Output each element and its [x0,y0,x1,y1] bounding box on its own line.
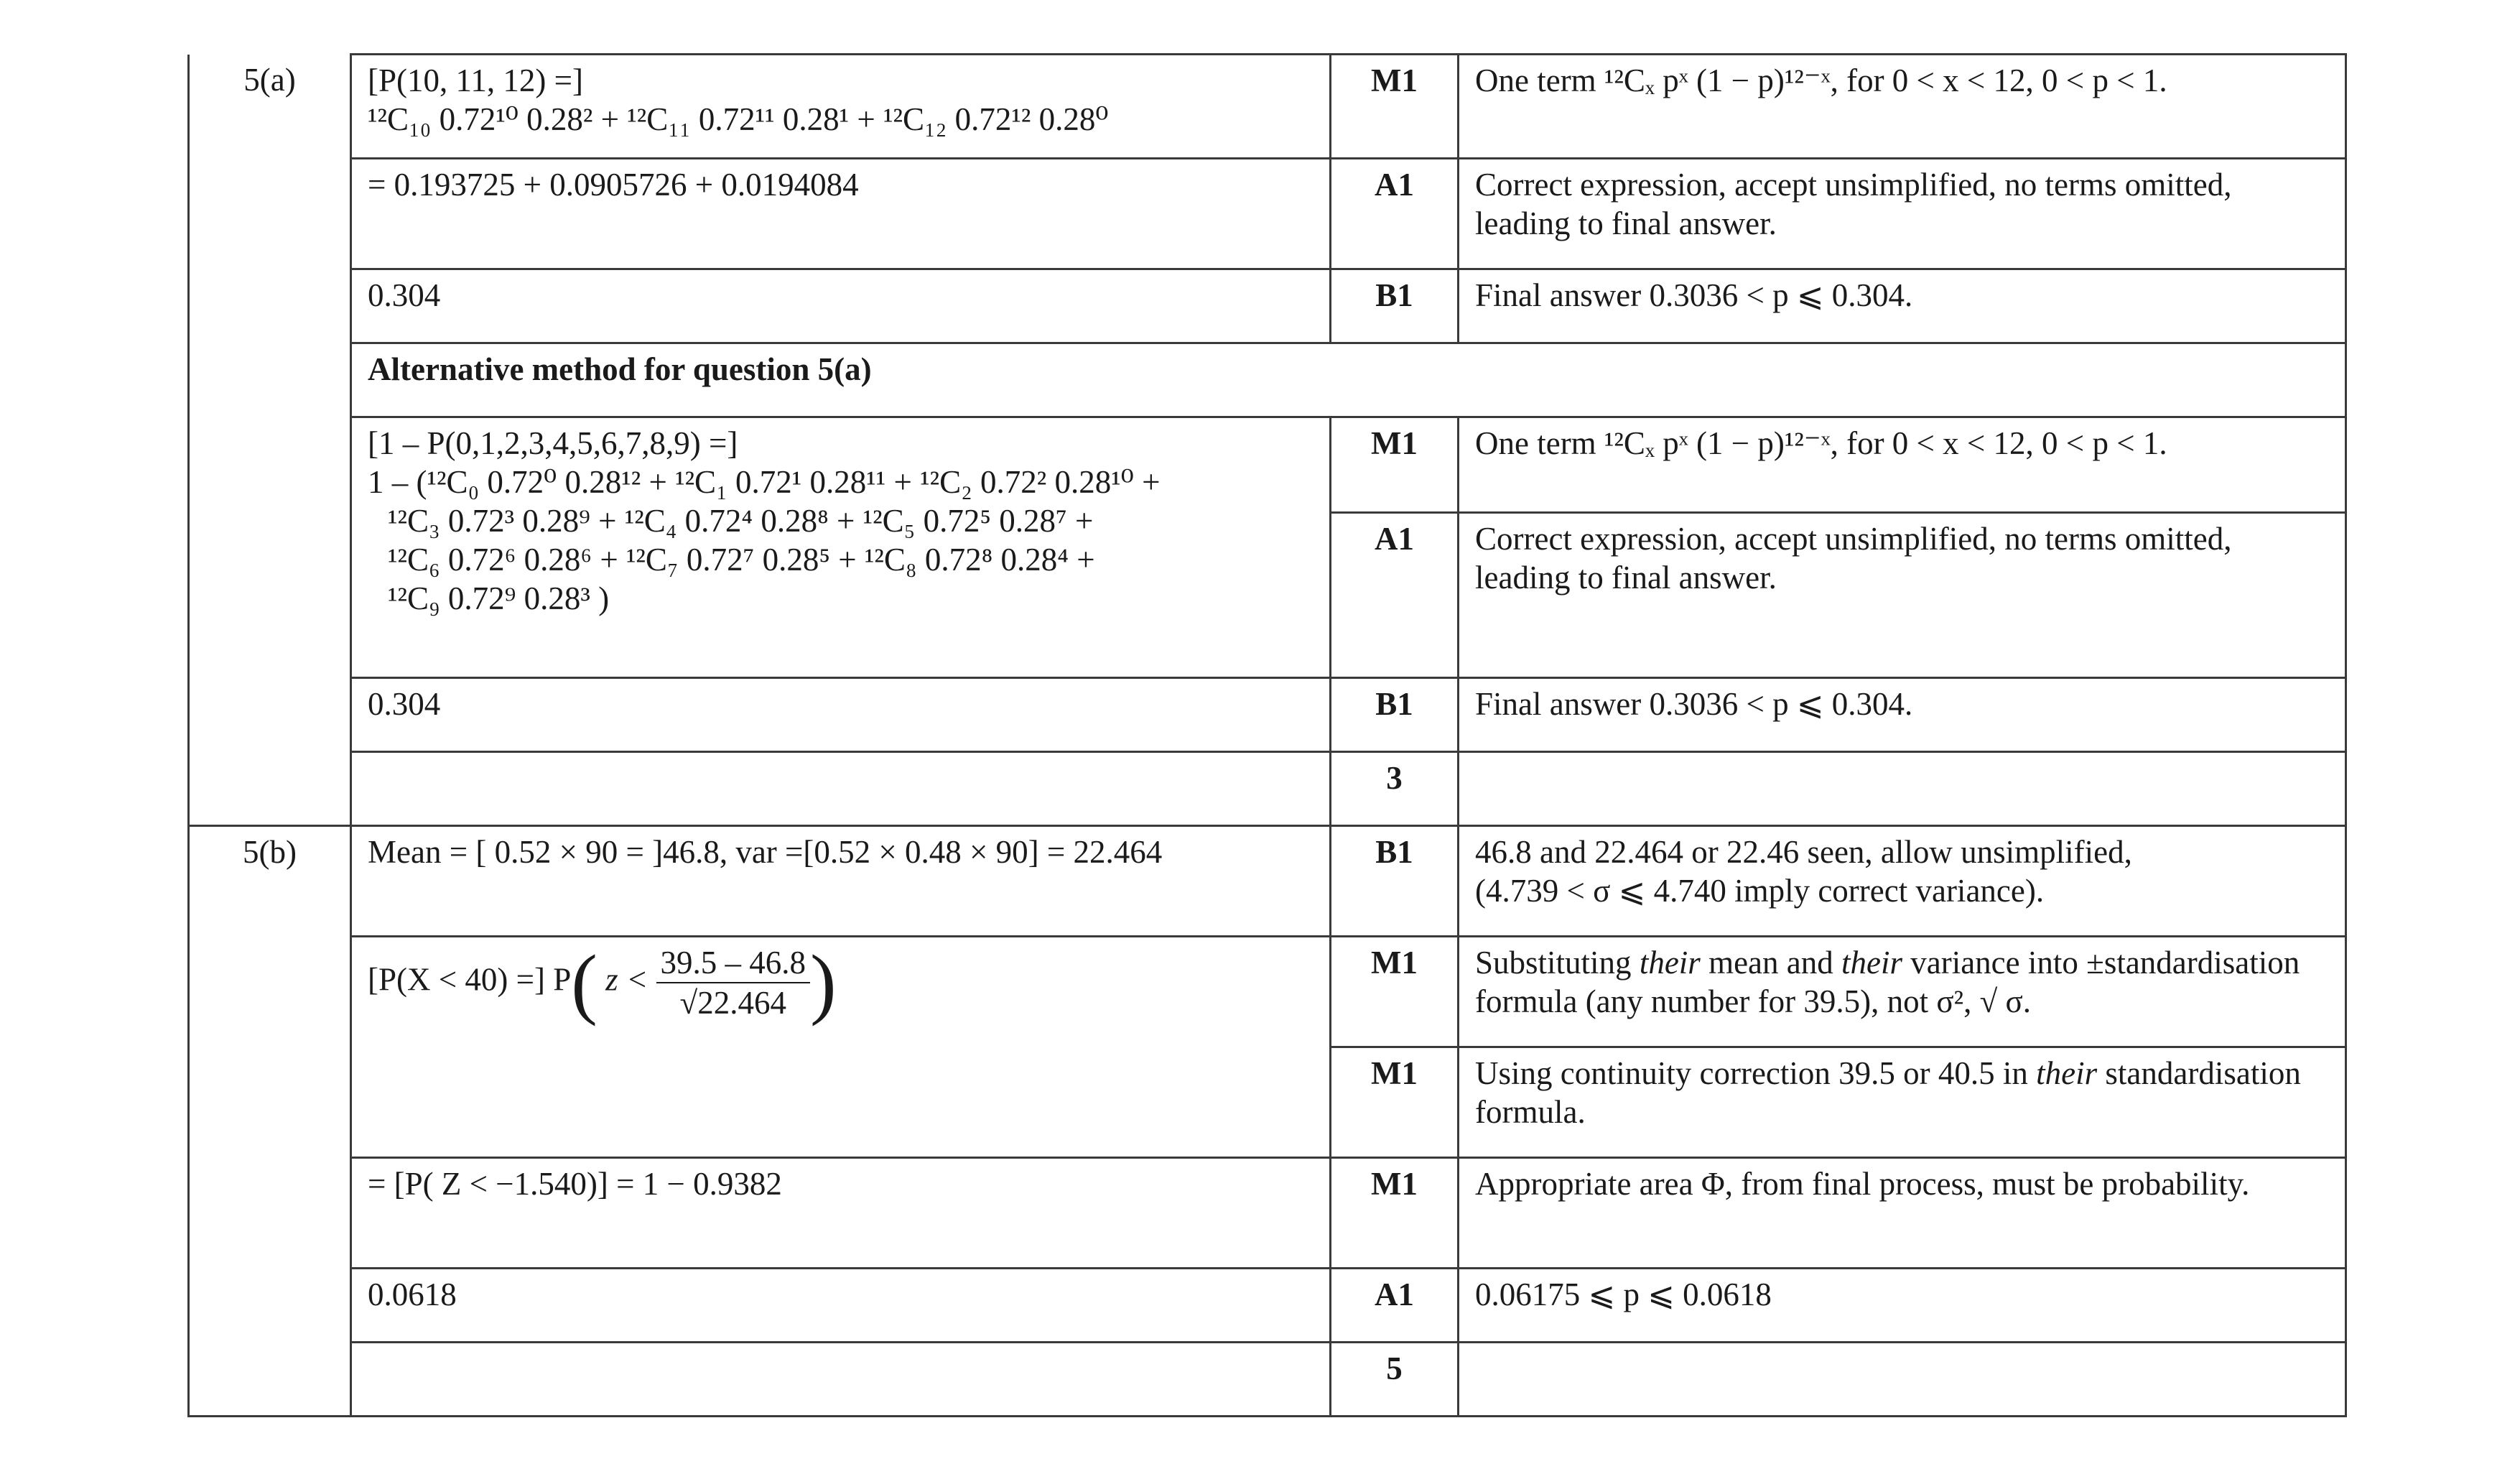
answer-line: [1 – P(0,1,2,3,4,5,6,7,8,9) =] [368,425,738,461]
mark-code: B1 [1375,686,1413,722]
mark-scheme-table [187,53,2347,1417]
guidance-cell [1459,752,2346,826]
standardisation-fraction [656,943,811,1022]
mark-cell [1331,826,1459,937]
answer-line: [P(10, 11, 12) =] [368,62,583,98]
total-marks: 5 [1386,1350,1403,1386]
total-marks-cell [1331,752,1459,826]
mark-cell [1331,417,1459,513]
answer-text: 0.0618 [368,1276,457,1312]
guidance-cell [1459,513,2346,678]
answer-cell [351,55,1331,159]
guidance-text: standardisation formula. [1475,1055,2301,1130]
mark-code: A1 [1375,1276,1414,1312]
question-label: 5(b) [243,834,297,870]
answer-line: ¹²C₁₀ 0.72¹⁰ 0.28² + ¹²C₁₁ 0.72¹¹ 0.28¹ + ¹²C₁₂ 0.72¹² 0.28⁰ [368,101,1109,137]
guidance-text: Final answer 0.3036 < p ⩽ 0.304. [1475,686,1913,722]
guidance-text: One term ¹²Cₓ pˣ (1 − p)¹²⁻ˣ, for 0 < x < 12, 0 < p < 1. [1475,425,2167,461]
mark-cell [1331,1158,1459,1269]
guidance-cell [1459,937,2346,1047]
guidance-line: 46.8 and 22.464 or 22.46 seen, allow unsimplified, [1475,834,2132,870]
answer-line: ¹²C₆ 0.72⁶ 0.28⁶ + ¹²C₇ 0.72⁷ 0.28⁵ + ¹²C₈ 0.72⁸ 0.28⁴ + [388,542,1095,578]
answer-prefix: [P(X < 40) =] P [368,961,572,998]
guidance-text: Appropriate area Φ, from final process, must be probability. [1475,1166,2250,1202]
fraction-denominator: √22.464 [679,985,786,1021]
table-row [189,826,2346,937]
table-row [189,1158,2346,1269]
table-row [189,678,2346,752]
answer-cell [351,1158,1331,1269]
guidance-cell [1459,1343,2346,1417]
mark-code: M1 [1371,1166,1418,1202]
guidance-cell [1459,55,2346,159]
guidance-cell [1459,1158,2346,1269]
guidance-cell [1459,826,2346,937]
guidance-cell [1459,678,2346,752]
guidance-emphasis: their [2036,1055,2098,1091]
guidance-text: Final answer 0.3036 < p ⩽ 0.304. [1475,277,1913,313]
table-row [189,55,2346,159]
guidance-text: Correct expression, accept unsimplified, no terms omitted, leading to final answer. [1475,167,2232,241]
guidance-cell [1459,1269,2346,1343]
left-paren: ( [571,939,598,1027]
guidance-text: Using continuity correction 39.5 or 40.5 in [1475,1055,2037,1091]
right-paren: ) [810,939,837,1027]
guidance-text: 0.06175 ⩽ p ⩽ 0.0618 [1475,1276,1772,1312]
table-row [189,159,2346,269]
mark-code: B1 [1375,277,1413,313]
answer-cell [351,752,1331,826]
table-row [189,269,2346,343]
mark-cell [1331,678,1459,752]
total-marks: 3 [1386,760,1403,796]
guidance-text: mean and [1700,945,1841,981]
answer-line: ¹²C₉ 0.72⁹ 0.28³ ) [388,580,610,616]
question-number-5a [189,55,351,752]
guidance-text: variance into ±standardisation formula (any number for 39.5), not σ², √ σ. [1475,945,2300,1019]
guidance-emphasis: their [1639,945,1701,981]
total-marks-cell [1331,1343,1459,1417]
guidance-cell [1459,417,2346,513]
table-row [189,343,2346,417]
table-row [189,752,2346,826]
mark-code: M1 [1371,945,1418,981]
answer-cell [351,937,1331,1158]
answer-text: 0.304 [368,277,441,313]
answer-cell [351,826,1331,937]
mark-code: B1 [1375,834,1413,870]
guidance-cell [1459,159,2346,269]
mark-code: M1 [1371,1055,1418,1091]
question-number-5b [189,826,351,1417]
answer-cell [351,269,1331,343]
table-row [189,417,2346,513]
mark-code: M1 [1371,62,1418,98]
mark-code: A1 [1375,167,1414,203]
question-spacer [189,752,351,826]
answer-line: ¹²C₃ 0.72³ 0.28⁹ + ¹²C₄ 0.72⁴ 0.28⁸ + ¹²C₅ 0.72⁵ 0.28⁷ + [388,503,1094,539]
mark-cell [1331,269,1459,343]
answer-z: z < [605,961,648,998]
mark-cell [1331,937,1459,1047]
answer-text: = [P( Z < −1.540)] = 1 − 0.9382 [368,1166,782,1202]
question-label: 5(a) [243,61,296,98]
mark-cell [1331,1047,1459,1158]
mark-cell [1331,513,1459,678]
guidance-text: Substituting [1475,945,1640,981]
answer-cell [351,159,1331,269]
guidance-cell [1459,1047,2346,1158]
answer-text: 0.304 [368,686,441,722]
mark-code: A1 [1375,521,1414,557]
heading-text: Alternative method for question 5(a) [368,351,872,387]
answer-cell [351,678,1331,752]
answer-text: Mean = [ 0.52 × 90 = ]46.8, var =[0.52 × 0.48 × 90] = 22.464 [368,834,1163,870]
guidance-text: One term ¹²Cₓ pˣ (1 − p)¹²⁻ˣ, for 0 < x < 12, 0 < p < 1. [1475,62,2167,98]
answer-cell [351,1343,1331,1417]
guidance-line: (4.739 < σ ⩽ 4.740 imply correct variance). [1475,873,2045,909]
mark-cell [1331,159,1459,269]
answer-line: 1 – (¹²C₀ 0.72⁰ 0.28¹² + ¹²C₁ 0.72¹ 0.28¹¹ + ¹²C₂ 0.72² 0.28¹⁰ + [368,464,1161,500]
fraction-numerator: 39.5 – 46.8 [656,943,811,983]
answer-text: = 0.193725 + 0.0905726 + 0.0194084 [368,167,859,203]
mark-cell [1331,55,1459,159]
mark-cell [1331,1269,1459,1343]
table-row [189,1269,2346,1343]
table-row [189,1343,2346,1417]
table-row [189,937,2346,1047]
mark-code: M1 [1371,425,1418,461]
guidance-text: Correct expression, accept unsimplified, no terms omitted, leading to final answer. [1475,521,2232,596]
alternative-method-heading [351,343,2346,417]
answer-cell [351,1269,1331,1343]
answer-cell [351,417,1331,678]
guidance-cell [1459,269,2346,343]
guidance-emphasis: their [1841,945,1902,981]
